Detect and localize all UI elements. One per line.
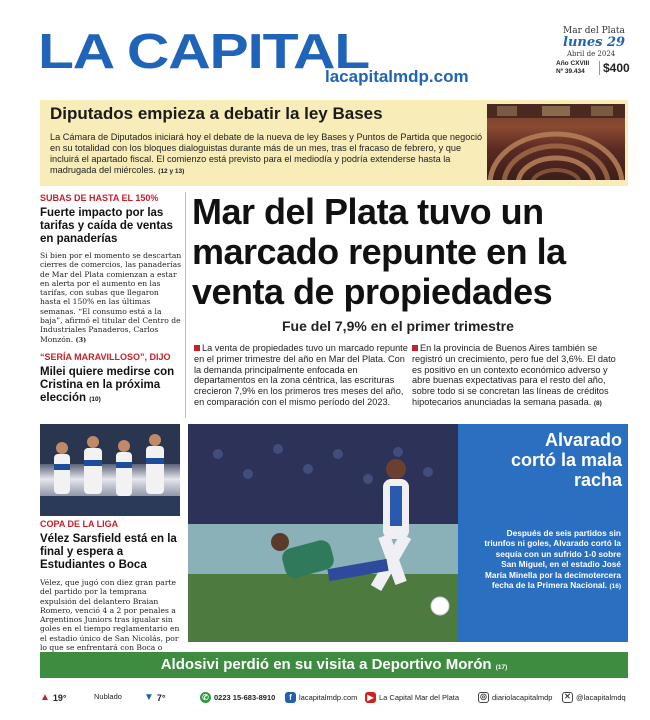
kicker-bakeries: SUBAS DE HASTA EL 150% [40,193,159,203]
headline-milei[interactable] [40,366,180,406]
main-paragraph-2 [412,343,628,410]
main-paragraph-1 [194,343,408,408]
headline-velez[interactable]: Vélez Sarsfield está en la final y espera a Estudiantes o Boca [40,533,177,571]
weather-low [144,692,166,703]
edition-city: Mar del Plata [563,26,625,36]
twitter-handle: @lacapitalmdq [576,693,626,702]
velez-photo [40,424,180,516]
top-story-text [50,132,484,177]
body-bakeries-text: Si bien por el momento se descartan cierres de comercios, las panaderías de Mar del Plata comienzan a estar en alerta por el aumento en las tarifas, con subas que llegaron hasta el 150% en las últimas semanas. “El consumo está a la baja”, afirmó el titular del Centro de Industriales Panaderos, Carlos Monzón. [40,251,182,344]
headline-milei-text: Milei quiere medirse con Cristina en la próxima elección [40,366,175,404]
triangle-down-icon: ▼ [144,692,154,703]
website-url[interactable]: lacapitalmdp.com [325,67,469,86]
weather-high [40,692,67,703]
alvarado-text-body: Después de seis partidos sin triunfos ni goles, Alvarado cortó la sequía con un sufrido 1-0 sobre San Miguel, en el estadio José María Minella por la decimotercera fecha de la Primera Nacional. [484,528,621,591]
edition-date: Abril de 2024 [567,50,616,58]
newspaper-masthead: LA CAPITAL [38,25,369,79]
whatsapp-number: 0223 15-683-8910 [214,693,276,702]
weather-state [94,692,122,701]
top-story-title[interactable]: Diputados empieza a debatir la ley Bases [50,104,383,123]
instagram-icon: ◎ [478,692,489,703]
x-twitter-icon: ✕ [562,692,573,703]
aldosivi-ref: (17) [495,664,508,671]
kicker-milei: “SERÍA MARAVILLOSO”, DIJO [40,352,171,362]
velez-players-illustration [40,424,180,516]
facebook-handle: lacapitalmdp.com [299,693,358,702]
triangle-up-icon: ▲ [40,692,50,703]
main-paragraph-2-text: En la provincia de Buenos Aires también se registró un crecimiento, pero fue del 3,6%. El dato es positivo en un contexto económico adverso y abre buenas expectativas para el resto del año, sobre todo si se concretan las líneas de créditos hipotecarios anunciadas la semana pasada. [412,343,616,407]
youtube-link[interactable] [365,692,459,703]
headline-milei-ref: (10) [89,396,101,403]
bullet-square-icon [194,345,200,351]
main-subhead: Fue del 7,9% en el primer trimestre [282,318,514,334]
whatsapp-icon: ✆ [200,692,211,703]
issue-number: Nº 39.434 [556,68,585,75]
top-story-ref: (12 y 13) [158,168,185,175]
aldosivi-headline[interactable] [40,656,628,673]
instagram-handle: diariolacapitalmdp [492,693,553,702]
issue-year: Año CXVIII [556,60,590,67]
body-velez-text: Vélez, que jugó con diez gran parte del partido por la temprana expulsión del delantero Braian Romero, venció 4 a 2 por penales a Argentinos Juniors tras igualar sin goles en el tiempo reglamentario en el estadio único de San Nicolás, por lo que se enfrentará con Boca o [40,578,180,653]
facebook-link[interactable] [285,692,357,703]
temp-low: 7° [156,692,166,703]
body-bakeries [40,251,182,345]
price-label: $400 [599,61,630,75]
main-headline[interactable]: Mar del Plata tuvo un marcado repunte en la venta de propiedades [192,191,566,312]
youtube-handle: La Capital Mar del Plata [379,693,460,702]
issue-info [556,60,589,76]
twitter-link[interactable] [562,692,626,703]
edition-day: lunes 29 [563,35,626,50]
headline-bakeries[interactable]: Fuerte impacto por las tarifas y caída de ventas en panaderías [40,207,173,245]
footer-bar [40,686,630,710]
kicker-copa: COPA DE LA LIGA [40,519,119,529]
body-bakeries-ref: (3) [75,335,87,344]
instagram-link[interactable] [478,692,552,703]
youtube-icon: ▶ [365,692,376,703]
main-paragraph-1-text: La venta de propiedades tuvo un marcado repunte en el primer trimestre del año en Mar del Plata. Con la demanda principalmente enfocada en departamentos en la zona céntrica, las escrituras crecieron 7,9% en los primeros tres meses del año, en comparación con el mismo período del 2023. [194,343,408,407]
whatsapp-contact[interactable] [200,692,275,703]
top-story-body: La Cámara de Diputados iniciará hoy el debate de la nueva de ley Bases y Puntos de Partida que negoció en su totalidad con los bloques dialoguistas durante más de un mes, tras el fracaso de febrero, y que incluirá el apartado fiscal. El comienzo está previsto para el mediodía y podría extenderse hasta la madrugada del miércoles. [50,132,483,175]
alvarado-headline[interactable]: Alvarado cortó la mala racha [510,430,622,490]
alvarado-ref: (16) [609,583,621,591]
temp-high: 19° [52,692,67,703]
facebook-icon: f [285,692,296,703]
bullet-square-icon [412,345,418,351]
aldosivi-headline-text: Aldosivi perdió en su visita a Deportivo Morón [160,656,492,673]
congress-photo [487,104,625,180]
weather-label: Nublado [94,692,122,701]
main-paragraph-2-ref: (8) [593,399,602,407]
column-divider [185,192,186,418]
congress-chamber-illustration [487,104,625,180]
alvarado-text [480,528,621,592]
